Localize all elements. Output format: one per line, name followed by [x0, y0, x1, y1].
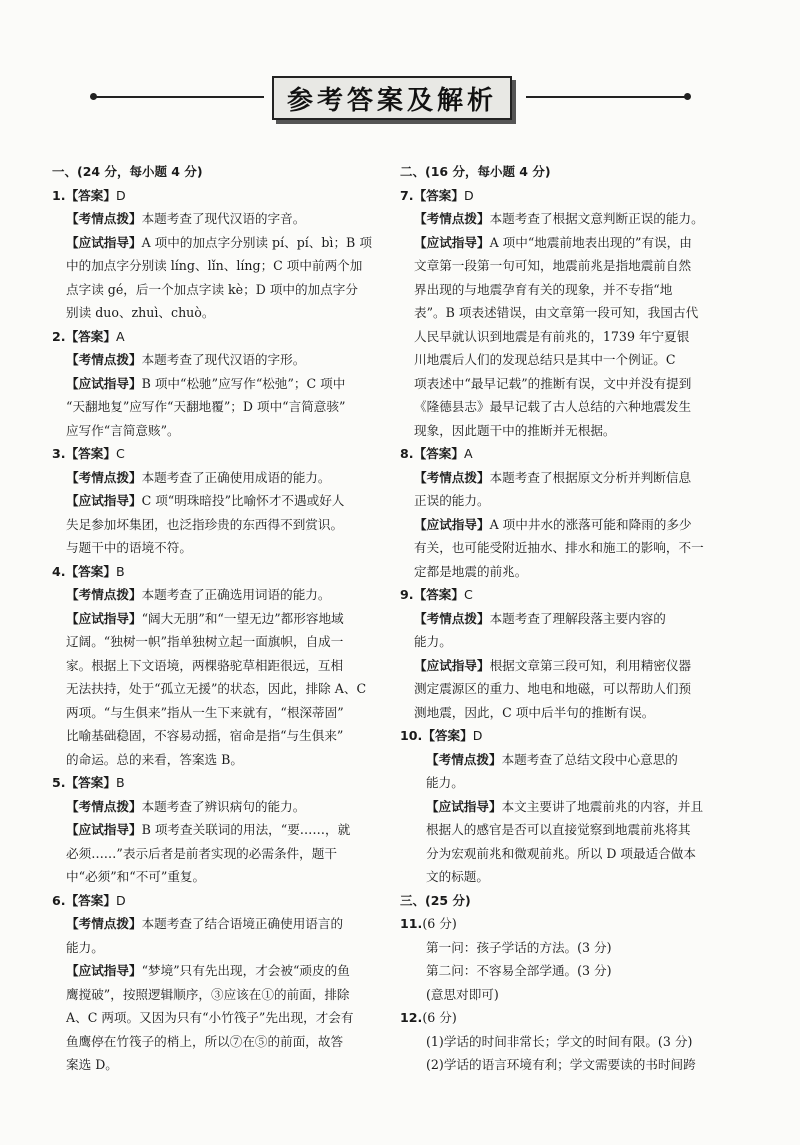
question-number: 10.	[400, 728, 423, 743]
score-text: (6 分)	[422, 916, 457, 931]
question-block	[52, 325, 390, 443]
answer-label: 【答案】	[65, 775, 116, 790]
answer-value: D	[115, 892, 126, 908]
point-text: 本题考查了总结文段中心意思的	[501, 751, 678, 767]
question-number: 3.	[52, 446, 66, 461]
point-text: 能力。	[66, 939, 104, 955]
guide-text: 中的加点字分别读 líng、lǐn、líng；C 项中前两个加	[66, 258, 363, 273]
answer-label: 【答案】	[65, 328, 116, 344]
guide-text: 表”。B 项表述错误，由文章第一段可知，我国古代	[414, 305, 699, 320]
guide-text: 必须……”表示后者是前者实现的必需条件，题干	[66, 845, 337, 861]
question-block	[52, 184, 390, 325]
point-text: 本题考查了正确选用词语的能力。	[141, 587, 331, 602]
guide-label: 【应试指导】	[414, 657, 490, 673]
guide-text: 辽阔。“独树一帜”指单独树立起一面旗帜，自成一	[66, 634, 344, 649]
question-block	[52, 889, 390, 1077]
answer-value: A	[463, 446, 473, 461]
question-block	[400, 442, 738, 583]
point-text: 本题考查了辨识病句的能力。	[141, 798, 306, 814]
point-label: 【考情点拨】	[66, 916, 142, 931]
guide-text: 文章第一段第一句可知，地震前兆是指地震前自然	[414, 258, 692, 273]
answer-value: B	[115, 563, 125, 579]
answer-value: D	[115, 187, 126, 203]
guide-text: 根据人的感官是否可以直接觉察到地震前兆将其	[426, 822, 691, 837]
guide-text: A、C 两项。又因为只有“小竹筏子”先出现，才会有	[66, 1010, 354, 1025]
left-column	[52, 160, 390, 1077]
question-number: 7.	[400, 187, 414, 203]
point-label: 【考情点拨】	[414, 469, 490, 485]
answer-value: C	[115, 446, 125, 461]
guide-text: B 项考查关联词的用法，“要……，就	[141, 822, 351, 837]
question-number: 11.	[400, 916, 423, 931]
guide-label: 【应试指导】	[426, 798, 502, 814]
point-label: 【考情点拨】	[426, 751, 502, 767]
guide-text: 项表述中“最早记载”的推断有误，文中并没有提到	[414, 375, 692, 391]
point-text: 能力。	[414, 634, 452, 649]
question-block	[400, 583, 738, 724]
question-number: 8.	[400, 446, 414, 461]
guide-label: 【应试指导】	[66, 375, 142, 391]
answer-label: 【答案】	[413, 187, 464, 203]
page-title: 参考答案及解析	[272, 76, 512, 120]
section-heading: 一、(24 分，每小题 4 分)	[52, 164, 203, 179]
answer-text: (2)学话的语言环境有利；学文需要读的书时间跨	[426, 1057, 696, 1072]
point-text: 本题考查了根据文意判断正误的能力。	[489, 211, 704, 226]
answer-label: 【答案】	[65, 446, 116, 461]
answer-value: D	[463, 187, 474, 203]
point-text: 本题考查了根据原文分析并判断信息	[489, 469, 692, 485]
guide-text: 界出现的与地震孕育有关的现象，并不专指“地	[414, 281, 673, 297]
guide-label: 【应试指导】	[66, 963, 142, 978]
guide-text: 鱼鹰停在竹筏子的梢上，所以⑦在⑤的前面，故答	[66, 1033, 344, 1049]
point-label: 【考情点拨】	[66, 587, 142, 602]
header-dot-right	[684, 93, 691, 100]
point-text: 本题考查了现代汉语的字音。	[141, 211, 306, 226]
guide-text: 文的标题。	[426, 869, 489, 884]
question-number: 2.	[52, 328, 66, 344]
guide-text: “阔大无朋”和“一望无边”都形容地域	[141, 610, 344, 626]
right-column	[400, 160, 738, 1077]
guide-text: 中“必须”和“不可”重复。	[66, 869, 206, 884]
question-block	[400, 912, 738, 1006]
point-text: 能力。	[426, 775, 464, 790]
answer-label: 【答案】	[65, 892, 116, 908]
guide-text: 测定震源区的重力、地电和地磁，可以帮助人们预	[414, 681, 692, 696]
guide-text: 家。根据上下文语境，两棵骆驼草相距很远，互相	[66, 657, 344, 673]
answer-label: 【答案】	[422, 728, 473, 743]
answer-text: (意思对即可)	[426, 986, 499, 1002]
question-number: 9.	[400, 587, 414, 602]
answer-value: A	[115, 328, 125, 344]
question-block	[52, 771, 390, 889]
guide-label: 【应试指导】	[414, 234, 490, 250]
guide-text: 分为宏观前兆和微观前兆。所以 D 项最适合做本	[426, 845, 696, 861]
guide-text: 别读 duo、zhuì、chuò。	[66, 305, 215, 320]
guide-text: 失足参加坏集团，也泛指珍贵的东西得不到赏识。	[66, 516, 344, 532]
answer-value: B	[115, 775, 125, 790]
point-label: 【考情点拨】	[66, 469, 142, 485]
point-label: 【考情点拨】	[66, 352, 142, 367]
guide-label: 【应试指导】	[66, 822, 142, 837]
point-label: 【考情点拨】	[414, 211, 490, 226]
answer-label: 【答案】	[65, 187, 116, 203]
guide-text: A 项中井水的涨落可能和降雨的多少	[489, 516, 692, 532]
guide-text: 两项。“与生俱来”指从一生下来就有，“根深蒂固”	[66, 704, 344, 720]
guide-label: 【应试指导】	[66, 493, 142, 508]
guide-text: 人民早就认识到地震是有前兆的，1739 年宁夏银	[414, 328, 690, 344]
guide-text: 应写作“言简意赅”。	[66, 422, 180, 438]
question-block	[52, 442, 390, 560]
guide-text: 案选 D。	[66, 1057, 118, 1072]
guide-text: 无法扶持，处于“孤立无援”的状态，因此，排除 A、C	[66, 681, 367, 696]
point-text: 本题考查了结合语境正确使用语言的	[141, 916, 344, 931]
point-label: 【考情点拨】	[66, 798, 142, 814]
guide-label: 【应试指导】	[414, 516, 490, 532]
guide-text: 测地震，因此，C 项中后半句的推断有误。	[414, 704, 655, 720]
answer-text: 第一问：孩子学话的方法。(3 分)	[426, 939, 612, 955]
guide-text: 有关，也可能受附近抽水、排水和施工的影响，不一	[414, 540, 704, 555]
guide-text: 本文主要讲了地震前兆的内容，并且	[501, 798, 704, 814]
point-text: 本题考查了现代汉语的字形。	[141, 352, 306, 367]
guide-text: 的命运。总的来看，答案选 B。	[66, 751, 243, 767]
point-label: 【考情点拨】	[66, 211, 142, 226]
question-number: 5.	[52, 775, 66, 790]
answer-text: (1)学话的时间非常长；学文的时间有限。(3 分)	[426, 1033, 693, 1049]
guide-text: B 项中“松驰”应写作“松弛”；C 项中	[141, 375, 346, 391]
answer-label: 【答案】	[65, 563, 116, 579]
guide-text: 鹰搅破”，按照逻辑顺序，③应该在①的前面，排除	[66, 986, 350, 1002]
question-number: 1.	[52, 187, 66, 203]
guide-text: 现象，因此题干中的推断并无根据。	[414, 422, 616, 438]
guide-text: A 项中的加点字分别读 pí、pí、bì；B 项	[141, 234, 372, 250]
header-rule-left	[94, 96, 264, 98]
guide-text: 比喻基础稳固，不容易动摇，宿命是指“与生俱来”	[66, 728, 344, 743]
guide-text: 点字读 gé，后一个加点字读 kè；D 项中的加点字分	[66, 281, 358, 297]
section-heading: 三、(25 分)	[400, 892, 471, 908]
question-number: 12.	[400, 1010, 423, 1025]
question-number: 4.	[52, 563, 66, 579]
question-block	[52, 560, 390, 772]
question-block	[400, 724, 738, 889]
question-number: 6.	[52, 892, 66, 908]
guide-label: 【应试指导】	[66, 610, 142, 626]
point-text: 正误的能力。	[414, 493, 490, 508]
header-rule-right	[526, 96, 686, 98]
guide-text: A 项中“地震前地表出现的”有误，由	[489, 234, 692, 250]
guide-text: 川地震后人们的发现总结只是其中一个例证。C	[414, 352, 676, 367]
answer-label: 【答案】	[413, 446, 464, 461]
guide-text: 与题干中的语境不符。	[66, 540, 192, 555]
score-text: (6 分)	[422, 1010, 457, 1025]
answer-label: 【答案】	[413, 587, 464, 602]
section-heading: 二、(16 分，每小题 4 分)	[400, 164, 551, 179]
answer-text: 第二问：不容易全部学通。(3 分)	[426, 963, 612, 978]
point-text: 本题考查了正确使用成语的能力。	[141, 469, 331, 485]
answer-value: C	[463, 587, 473, 602]
guide-text: “天翻地复”应写作“天翻地覆”；D 项中“言简意骇”	[66, 399, 346, 414]
point-label: 【考情点拨】	[414, 610, 490, 626]
page-header	[90, 76, 690, 126]
guide-text: 定都是地震的前兆。	[414, 563, 528, 579]
guide-label: 【应试指导】	[66, 234, 142, 250]
guide-text: C 项“明珠暗投”比喻怀才不遇或好人	[141, 493, 345, 508]
guide-text: 根据文章第三段可知，利用精密仪器	[489, 657, 692, 673]
guide-text: “梦境”只有先出现，才会被“顽皮的鱼	[141, 963, 350, 978]
answer-value: D	[472, 728, 483, 743]
question-block	[400, 184, 738, 443]
guide-text: 《隆德县志》最早记载了古人总结的六种地震发生	[414, 399, 692, 414]
question-block	[400, 1006, 738, 1077]
point-text: 本题考查了理解段落主要内容的	[489, 610, 666, 626]
